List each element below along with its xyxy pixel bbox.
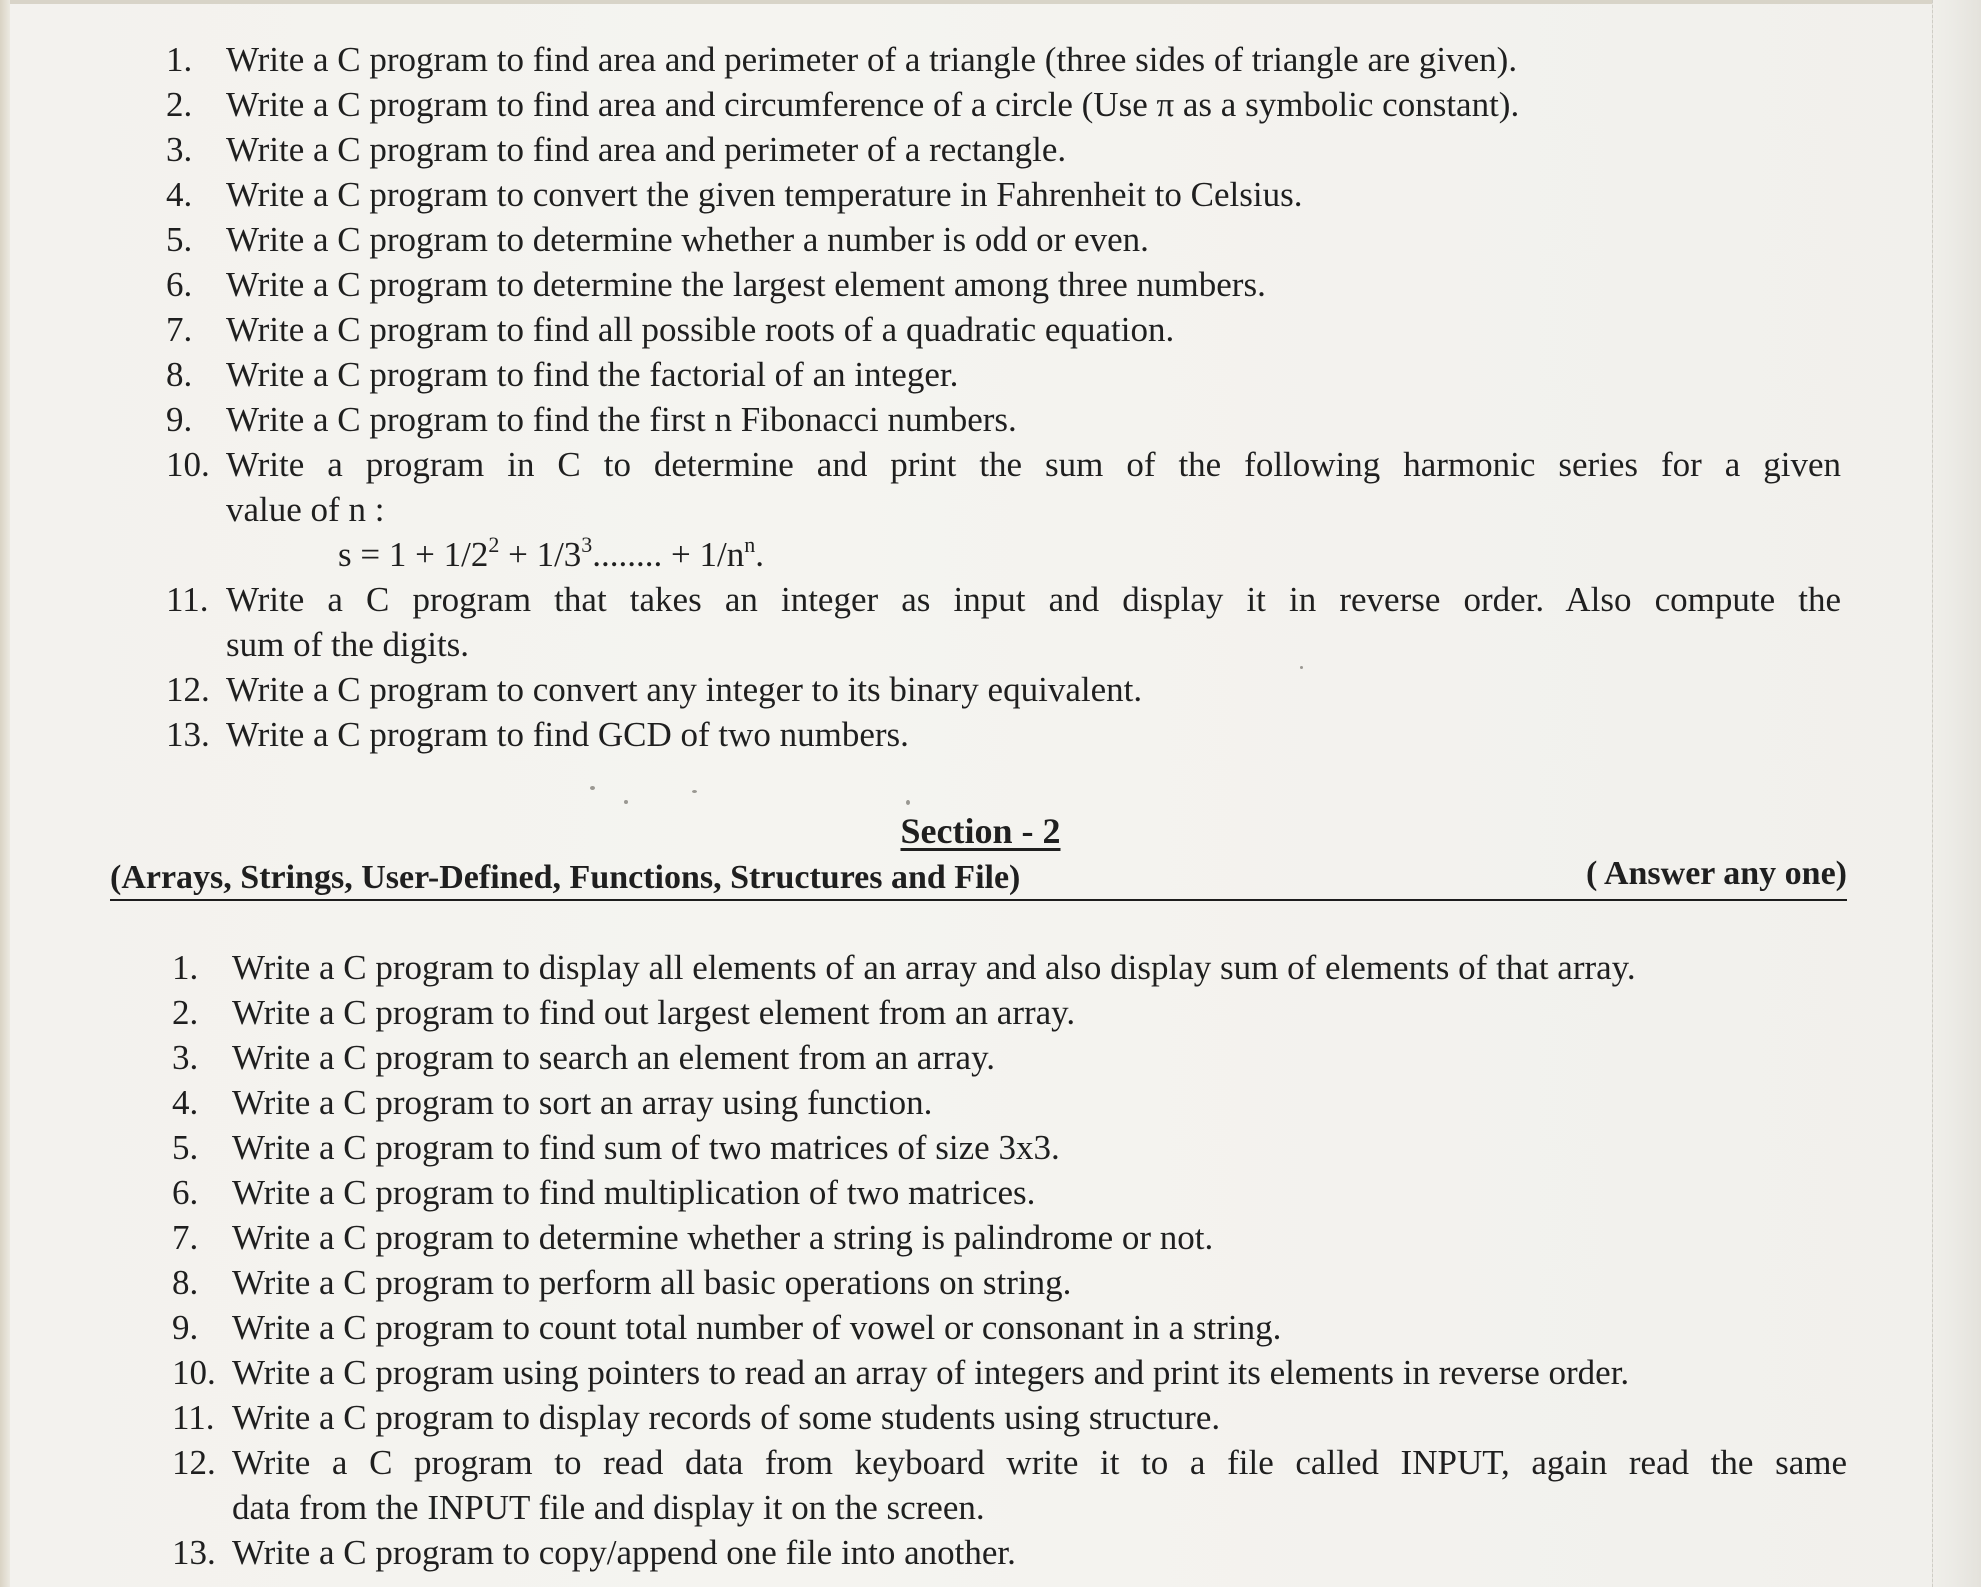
question-text: Write a C program to determine whether a string is palindrome or not. <box>232 1218 1214 1257</box>
paper-top-edge <box>0 0 1981 4</box>
question-number: 7. <box>172 1218 199 1257</box>
question-text: Write a C program to perform all basic operations on string. <box>232 1263 1072 1302</box>
question-number: 8. <box>172 1263 199 1302</box>
question-number: 5. <box>172 1128 199 1167</box>
question-text: Write a C program to find the factorial of an integer. <box>226 355 959 394</box>
question-text: Write a C program to find sum of two matrices of size 3x3. <box>232 1128 1060 1167</box>
question-text: Write a C program to find area and perimeter of a rectangle. <box>226 130 1067 169</box>
list-item <box>172 1215 1872 1260</box>
section-2-question-list <box>172 945 1872 1575</box>
question-text-continued: data from the INPUT file and display it on the screen. <box>232 1488 985 1527</box>
question-text: Write a C program to display all elements of an array and also display sum of elements of that array. <box>232 948 1636 987</box>
print-speck <box>590 786 595 790</box>
list-item <box>166 172 1866 217</box>
list-item <box>172 1350 1872 1395</box>
list-item <box>166 262 1866 307</box>
question-text: Write a program in C to determine and print the sum of the following harmonic series for a given <box>226 445 1841 484</box>
question-text: Write a C program using pointers to read an array of integers and print its elements in reverse order. <box>232 1353 1630 1392</box>
section-subtitle: (Arrays, Strings, User-Defined, Functions, Structures and File) <box>110 859 1021 896</box>
question-number: 9. <box>166 400 193 439</box>
question-number: 3. <box>172 1038 199 1077</box>
print-speck <box>692 790 697 793</box>
question-text: Write a C program to determine whether a number is odd or even. <box>226 220 1149 259</box>
question-text: Write a C program to determine the largest element among three numbers. <box>226 265 1266 304</box>
question-number: 10. <box>166 445 210 484</box>
formula-part: s = 1 + 1/2 <box>338 535 489 574</box>
list-item <box>172 945 1872 990</box>
question-text: Write a C program to display records of some students using structure. <box>232 1398 1221 1437</box>
question-number: 2. <box>172 993 199 1032</box>
list-item <box>166 307 1866 352</box>
question-text: Write a C program to find multiplication of two matrices. <box>232 1173 1036 1212</box>
list-item <box>166 712 1866 757</box>
question-text: Write a C program to search an element from an array. <box>232 1038 996 1077</box>
list-item <box>166 82 1866 127</box>
formula-exponent: 3 <box>581 532 593 557</box>
list-item <box>172 1530 1872 1575</box>
question-number: 13. <box>172 1533 216 1572</box>
question-number: 11. <box>166 580 209 619</box>
list-item <box>166 352 1866 397</box>
list-item <box>166 37 1866 82</box>
question-text: Write a C program to find out largest element from an array. <box>232 993 1076 1032</box>
question-text: Write a C program to find GCD of two numbers. <box>226 715 909 754</box>
question-number: 12. <box>172 1443 216 1482</box>
question-text: Write a C program to read data from keyboard write it to a file called INPUT, again read the same <box>232 1443 1847 1482</box>
question-text: Write a C program to find the first n Fibonacci numbers. <box>226 400 1017 439</box>
question-number: 12. <box>166 670 210 709</box>
question-text: Write a C program to find all possible roots of a quadratic equation. <box>226 310 1175 349</box>
section-instruction: ( Answer any one) <box>1586 855 1847 892</box>
question-number: 10. <box>172 1353 216 1392</box>
list-item <box>166 397 1866 442</box>
question-text-continued: sum of the digits. <box>226 625 470 664</box>
section-2-title <box>0 810 1961 852</box>
list-item <box>172 1395 1872 1440</box>
formula-part: ........ + 1/n <box>592 535 745 574</box>
print-speck <box>906 800 910 805</box>
question-text: Write a C program to find area and circumference of a circle (Use π as a symbolic constant). <box>226 85 1520 124</box>
question-text: Write a C program to convert the given temperature in Fahrenheit to Celsius. <box>226 175 1303 214</box>
question-text: Write a C program to sort an array using function. <box>232 1083 933 1122</box>
list-item <box>172 1035 1872 1080</box>
question-number: 11. <box>172 1398 215 1437</box>
question-text-continued: value of n : <box>226 490 385 529</box>
print-speck <box>1300 666 1303 669</box>
list-item <box>172 1305 1872 1350</box>
list-item <box>172 1080 1872 1125</box>
section-title-text: Section - 2 <box>900 811 1061 851</box>
question-number: 4. <box>166 175 193 214</box>
question-number: 6. <box>172 1173 199 1212</box>
list-item <box>172 990 1872 1035</box>
harmonic-series-formula <box>226 532 1866 577</box>
question-text: Write a C program to convert any integer to its binary equivalent. <box>226 670 1143 709</box>
question-text: Write a C program that takes an integer as input and display it in reverse order. Also compute the <box>226 580 1841 619</box>
list-item <box>166 667 1866 712</box>
formula-part: . <box>755 535 765 574</box>
paper-left-edge <box>0 0 10 1587</box>
question-number: 7. <box>166 310 193 349</box>
question-number: 8. <box>166 355 193 394</box>
paper-right-edge <box>1932 0 1981 1587</box>
formula-exponent: 2 <box>488 532 500 557</box>
question-number: 1. <box>172 948 199 987</box>
question-number: 6. <box>166 265 193 304</box>
section-2-header <box>110 857 1847 901</box>
list-item <box>166 217 1866 262</box>
list-item <box>166 442 1866 577</box>
print-speck <box>624 800 628 804</box>
question-number: 4. <box>172 1083 199 1122</box>
question-text: Write a C program to count total number of vowel or consonant in a string. <box>232 1308 1282 1347</box>
question-number: 2. <box>166 85 193 124</box>
question-number: 13. <box>166 715 210 754</box>
question-number: 5. <box>166 220 193 259</box>
question-text: Write a C program to copy/append one file into another. <box>232 1533 1016 1572</box>
list-item <box>172 1125 1872 1170</box>
list-item <box>166 127 1866 172</box>
section-1-question-list <box>166 37 1866 757</box>
list-item <box>172 1170 1872 1215</box>
question-text: Write a C program to find area and perimeter of a triangle (three sides of triangle are given). <box>226 40 1518 79</box>
question-number: 3. <box>166 130 193 169</box>
formula-part: + 1/3 <box>499 535 582 574</box>
question-number: 1. <box>166 40 193 79</box>
list-item <box>172 1440 1872 1530</box>
list-item <box>172 1260 1872 1305</box>
question-number: 9. <box>172 1308 199 1347</box>
list-item <box>166 577 1866 667</box>
formula-exponent: n <box>744 532 756 557</box>
